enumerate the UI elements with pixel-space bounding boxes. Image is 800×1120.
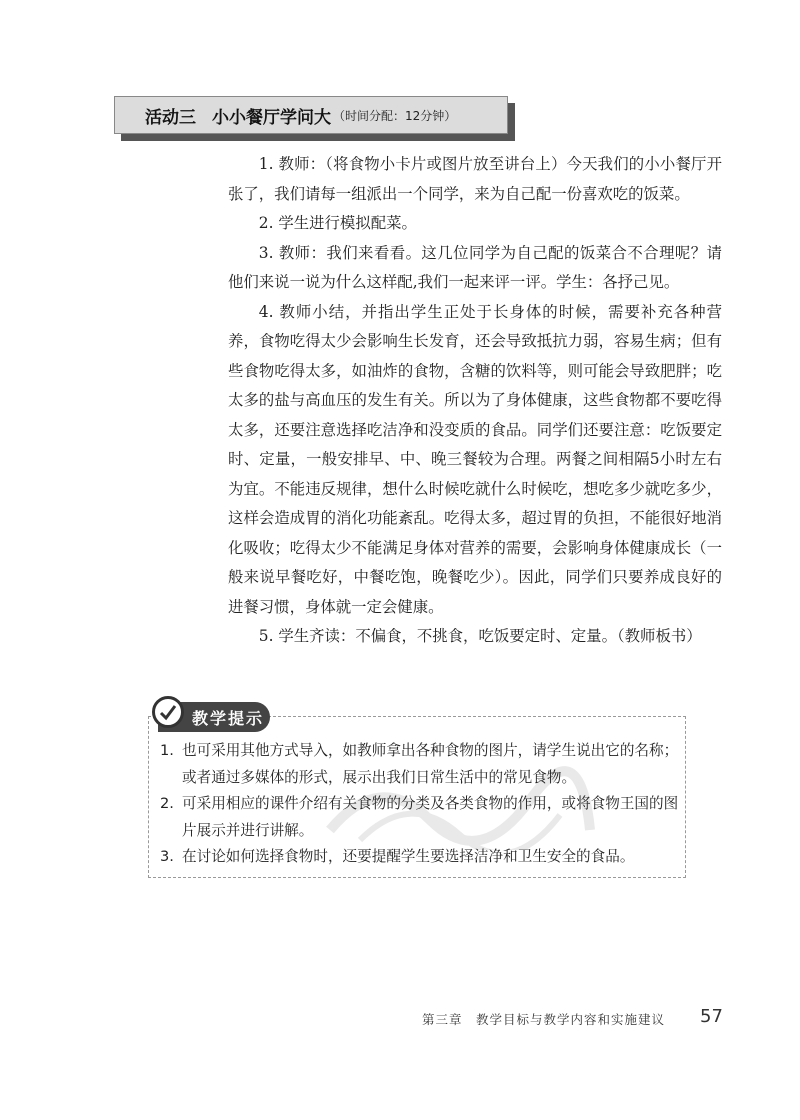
list-item xyxy=(160,844,680,871)
activity-time-note: （时间分配：12分钟） xyxy=(333,108,457,123)
page-number: 57 xyxy=(700,1006,723,1027)
checkmark-icon xyxy=(152,696,184,728)
tip-number: 2. xyxy=(160,795,174,812)
tip-number: 3. xyxy=(160,848,174,865)
paragraph: 5. 学生齐读：不偏食，不挑食，吃饭要定时、定量。（教师板书） xyxy=(258,627,702,645)
paragraph: 1. 教师：（将食物小卡片或图片放至讲台上）今天我们的小小餐厅开张了，我们请每一组派出一个同学，来为自己配一份喜欢吃的饭菜。 xyxy=(228,155,722,203)
tip-text: 在讨论如何选择食物时，还要提醒学生要选择洁净和卫生安全的食品。 xyxy=(182,848,635,865)
paragraph: 2. 学生进行模拟配菜。 xyxy=(258,214,417,232)
activity-body xyxy=(228,150,722,652)
teaching-tips-list xyxy=(160,738,680,871)
teaching-tips-badge: 教学提示 xyxy=(158,702,270,732)
list-item xyxy=(160,738,680,791)
chapter-footer: 第三章 教学目标与教学内容和实施建议 xyxy=(422,1012,666,1027)
list-item xyxy=(160,791,680,844)
activity-label: 活动三 xyxy=(145,107,196,128)
tip-text: 可采用相应的课件介绍有关食物的分类及各类食物的作用，或将食物王国的图片展示并进行讲解。 xyxy=(182,795,679,839)
tip-text: 也可采用其他方式导入，如教师拿出各种食物的图片，请学生说出它的名称；或者通过多媒体的形式，展示出我们日常生活中的常见食物。 xyxy=(182,742,679,786)
activity-header xyxy=(114,96,508,134)
paragraph: 3. 教师：我们来看看。这几位同学为自己配的饭菜合不合理呢？请他们来说一说为什么这样配,我们一起来评一评。学生：各抒己见。 xyxy=(228,243,722,291)
paragraph: 4. 教师小结，并指出学生正处于长身体的时候，需要补充各种营养，食物吃得太少会影响生长发育，还会导致抵抗力弱，容易生病；但有些食物吃得太多，如油炸的食物，含糖的饮料等，则可能会导致肥胖；吃太多的盐与高血压的发生有关。所以为了身体健康，这些食物都不要吃得太多，还要注意选择吃洁净和没变质的食品。同学们还要注意：吃饭要定时、定量，一般安排早、中、晚三餐较为合理。两餐之间相隔5小时左右为宜。不能违反规律，想什么时候吃就什么时候吃，想吃多少就吃多少，这样会造成胃的消化功能紊乱。吃得太多，超过胃的负担，不能很好地消化吸收；吃得太少不能满足身体对营养的需要，会影响身体健康成长（一般来说早餐吃好，中餐吃饱，晚餐吃少）。因此，同学们只要养成良好的进餐习惯，身体就一定会健康。 xyxy=(228,302,722,616)
activity-title: 小小餐厅学问大 xyxy=(212,107,331,128)
tip-number: 1. xyxy=(160,742,174,759)
